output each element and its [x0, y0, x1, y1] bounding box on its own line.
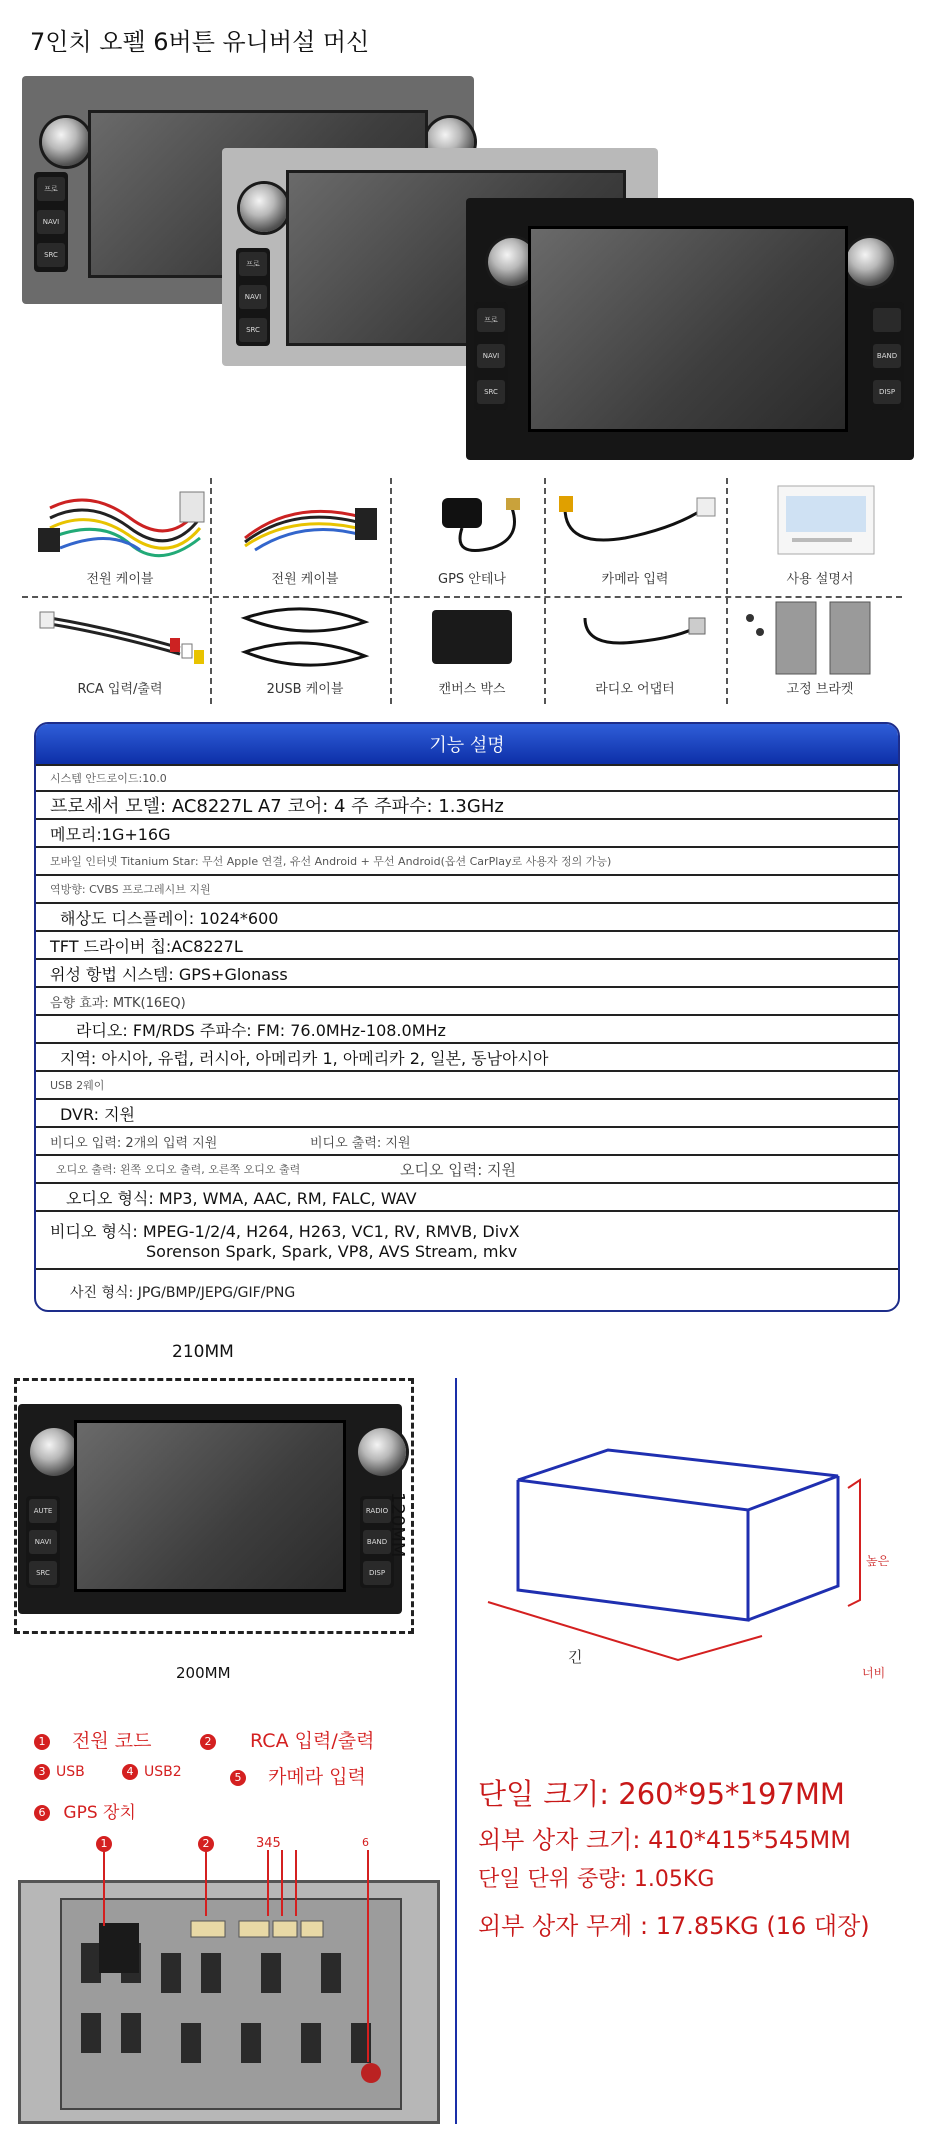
- legend-item: [34, 1798, 136, 1823]
- spec-row: 프로세서 모델: AC8227L A7 코어: 4 주 주파수: 1.3GHz: [36, 790, 898, 818]
- legend-item: [122, 1764, 182, 1780]
- legend-label: 전원 코드: [72, 1730, 152, 1752]
- left-button-panel: [34, 172, 68, 272]
- hero-button: 프로: [239, 252, 267, 276]
- callout-lines: [18, 1836, 440, 2136]
- video-input-text: 비디오 입력: 2개의 입력 지원: [50, 1135, 218, 1151]
- head-unit-black: [466, 198, 914, 460]
- accessory-label: RCA 입력/출력: [77, 682, 163, 697]
- spec-row: 음향 효과: MTK(16EQ): [36, 986, 898, 1014]
- accessory-label: 고정 브라켓: [786, 682, 854, 697]
- screen: [74, 1420, 346, 1592]
- spec-row: 사진 형식: JPG/BMP/JEPG/GIF/PNG: [36, 1268, 898, 1312]
- legend-number: 6: [34, 1805, 50, 1821]
- unit-button: NAVI: [29, 1530, 57, 1554]
- unit-button: RADIO: [363, 1499, 391, 1523]
- hero-button: SRC: [477, 380, 505, 404]
- accessory-item: [30, 478, 210, 588]
- legend-number: 1: [34, 1734, 50, 1750]
- audio-input-text: 오디오 입력: 지원: [400, 1160, 517, 1179]
- accessory-label: GPS 안테나: [438, 572, 506, 587]
- dimension-side: 120MM: [387, 1492, 408, 1558]
- legend-item: [34, 1764, 85, 1780]
- callout-number: 345: [256, 1836, 281, 1851]
- legend-number: 2: [200, 1734, 216, 1750]
- spec-row: DVR: 지원: [36, 1098, 898, 1126]
- spec-row: 메모리:1G+16G: [36, 818, 898, 846]
- hero-button: NAVI: [239, 285, 267, 309]
- dimension-bottom: 200MM: [176, 1664, 231, 1682]
- spec-row: 지역: 아시아, 유럽, 러시아, 아메리카 1, 아메리카 2, 일본, 동남아시아: [36, 1042, 898, 1070]
- head-unit-front: [18, 1404, 402, 1614]
- spec-table: [34, 722, 900, 1312]
- box-length-label: 긴: [568, 1648, 583, 1666]
- screen: [528, 226, 848, 432]
- spec-row: 모바일 인터넷 Titanium Star: 무선 Apple 연결, 유선 Android + 무선 Android(옵션 CarPlay로 사용자 정의 가능): [36, 846, 898, 874]
- spec-row: 시스템 안드로이드:10.0: [36, 764, 898, 790]
- legend-item: [200, 1726, 374, 1753]
- accessory-label: 라디오 어댑터: [595, 682, 675, 697]
- hero-button: NAVI: [477, 344, 505, 368]
- legend-label: GPS 장치: [63, 1803, 136, 1823]
- legend-label: USB: [56, 1764, 85, 1780]
- legend-number: 3: [34, 1764, 50, 1780]
- accessory-item: [382, 478, 562, 588]
- accessory-label: 사용 설명서: [786, 572, 854, 587]
- video-format-line1: 비디오 형식: MPEG-1/2/4, H264, H263, VC1, RV, RMVB, DivX: [50, 1222, 520, 1241]
- accessory-item: [730, 598, 910, 708]
- callout-number: 2: [198, 1836, 220, 1852]
- volume-knob: [42, 118, 90, 166]
- spec-row-video-io: [36, 1126, 898, 1154]
- accessory-item: [382, 598, 562, 708]
- accessory-item: [545, 598, 725, 708]
- left-button-panel: [474, 302, 508, 410]
- unit-button: AUTE: [29, 1499, 57, 1523]
- spec-row-video-format: [36, 1210, 898, 1268]
- box-width-label: 너비: [862, 1666, 886, 1680]
- spec-row: 해상도 디스플레이: 1024*600: [36, 902, 898, 930]
- legend-item: [230, 1762, 366, 1789]
- hero-button: SRC: [37, 243, 65, 267]
- section-divider: [455, 1378, 457, 2124]
- accessory-label: 전원 케이블: [271, 572, 339, 587]
- spec-row: 오디오 형식: MP3, WMA, AAC, RM, FALC, WAV: [36, 1182, 898, 1210]
- accessory-item: [215, 478, 395, 588]
- canbus-box-icon: [382, 598, 562, 678]
- box-diagram: [478, 1440, 918, 1700]
- callout-number: 6: [362, 1836, 369, 1849]
- camera-cable-icon: [545, 478, 725, 562]
- left-button-panel: [26, 1496, 60, 1588]
- wiring-harness-icon: [30, 478, 210, 562]
- hero-button: DISP: [873, 380, 901, 404]
- hero-button: BAND: [873, 344, 901, 368]
- accessory-label: 캔버스 박스: [438, 682, 506, 697]
- spec-row: 라디오: FM/RDS 주파수: FM: 76.0MHz-108.0MHz: [36, 1014, 898, 1042]
- accessory-label: 카메라 입력: [601, 572, 669, 587]
- accessory-label: 2USB 케이블: [266, 682, 344, 697]
- legend-number: 4: [122, 1764, 138, 1780]
- box-height-label: 높은: [866, 1554, 890, 1568]
- hero-button: NAVI: [37, 210, 65, 234]
- unit-weight-text: 단일 단위 중량: 1.05KG: [478, 1867, 715, 1892]
- radio-adapter-icon: [545, 598, 725, 678]
- bracket-icon: [730, 598, 910, 678]
- spec-row: 역방향: CVBS 프로그레시브 지원: [36, 874, 898, 902]
- legend-item: [34, 1726, 152, 1753]
- accessory-item: [545, 478, 725, 588]
- unit-button: DISP: [363, 1561, 391, 1585]
- legend-number: 5: [230, 1770, 246, 1786]
- spec-row: 위성 항법 시스템: GPS+Glonass: [36, 958, 898, 986]
- spec-row: USB 2웨이: [36, 1070, 898, 1098]
- manual-icon: [730, 478, 910, 562]
- legend-label: USB2: [144, 1764, 182, 1780]
- spec-row: TFT 드라이버 칩:AC8227L: [36, 930, 898, 958]
- power-cable-icon: [215, 478, 395, 562]
- tuning-knob: [358, 1428, 406, 1476]
- volume-knob: [30, 1428, 78, 1476]
- audio-output-text: 오디오 출력: 왼쪽 오디오 출력, 오른쪽 오디오 출력: [56, 1163, 301, 1176]
- callout-number: 1: [96, 1836, 118, 1852]
- usb-cable-icon: [215, 598, 395, 678]
- accessory-item: [30, 598, 210, 708]
- volume-knob: [240, 184, 288, 232]
- outer-box-size-text: 외부 상자 크기: 410*415*545MM: [478, 1826, 851, 1854]
- gps-antenna-icon: [382, 478, 562, 562]
- accessory-item: [215, 598, 395, 708]
- spec-header: 기능 설명: [36, 724, 898, 764]
- left-button-panel: [236, 248, 270, 346]
- single-size-text: 단일 크기: 260*95*197MM: [478, 1777, 845, 1811]
- rca-cable-icon: [30, 598, 210, 678]
- outer-box-weight-text: 외부 상자 무게 : 17.85KG (16 대장): [478, 1912, 870, 1940]
- unit-button: SRC: [29, 1561, 57, 1585]
- hero-button: [873, 308, 901, 332]
- page-title: 7인치 오펠 6버튼 유니버설 머신: [30, 28, 370, 56]
- tuning-knob: [846, 238, 894, 286]
- hero-button: SRC: [239, 318, 267, 342]
- right-button-panel: [870, 302, 904, 410]
- spec-row-audio-io: [36, 1154, 898, 1182]
- unit-button: BAND: [363, 1530, 391, 1554]
- hero-button: 프로: [37, 177, 65, 201]
- hero-button: 프로: [477, 308, 505, 332]
- dimension-top: 210MM: [172, 1342, 234, 1362]
- legend-label: RCA 입력/출력: [250, 1730, 375, 1752]
- accessory-label: 전원 케이블: [86, 572, 154, 587]
- accessory-item: [730, 478, 910, 588]
- video-format-line2: Sorenson Spark, Spark, VP8, AVS Stream, mkv: [146, 1242, 518, 1261]
- video-output-text: 비디오 출력: 지원: [310, 1135, 411, 1151]
- legend-label: 카메라 입력: [268, 1766, 366, 1788]
